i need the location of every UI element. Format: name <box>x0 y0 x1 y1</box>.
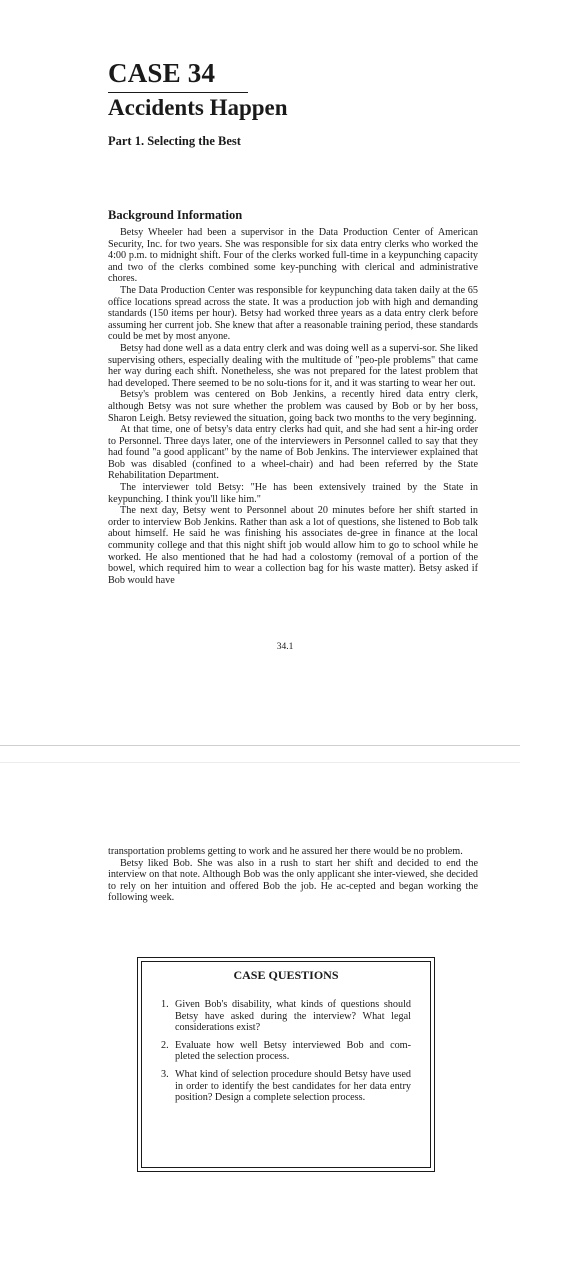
question-number: 2. <box>161 1039 169 1051</box>
paragraph: Betsy's problem was centered on Bob Jenkins, a recently hired data entry clerk, although Betsy was not sure whether the problem was caused by Bob or by her boss, Sharon Leigh. Betsy reviewed the situation, going back two months to the very beginning. <box>108 389 478 424</box>
question-number: 1. <box>161 999 169 1010</box>
case-questions-box <box>137 957 435 1172</box>
paragraph: Betsy Wheeler had been a supervisor in the Data Production Center of American Security, Inc. for two years. She was responsible for six data entry clerks who worked the 4:00 p.m. to midnight shift. Four of the clerks worked full-time in a keypunching capacity and two of the clerks combined some key-punching with clerical and administrative chores. <box>108 227 478 285</box>
section-heading: Background Information <box>108 208 243 222</box>
question-text: Evaluate how well Betsy interviewed Bob and com-pleted the selection process. <box>175 1039 411 1063</box>
question-item <box>161 1040 411 1063</box>
case-questions-title: CASE QUESTIONS <box>233 968 339 982</box>
paragraph: At that time, one of betsy's data entry clerks had quit, and she had sent a hir-ing order to Personnel. Three days later, one of the interviewers in Personnel called to say that they had found "a good applicant" by the name of Bob Jenkins. The interviewer explained that Bob was disabled (confined to a wheel-chair) and had been referred by the State Rehabilitation Department. <box>108 424 478 482</box>
continued-body <box>108 846 478 904</box>
question-item <box>161 1069 411 1104</box>
case-questions-inner-border <box>141 961 431 1168</box>
paragraph: transportation problems getting to work and he assured her there would be no problem. <box>108 846 463 857</box>
paragraph: Betsy had done well as a data entry clerk and was doing well as a supervi-sor. She liked supervising others, especially dealing with the multitude of "peo-ple problems" that came her way during each shift. Nonetheless, she was not prepared for the latest problem that had developed. There seemed to be no solu-tions for it, and it was starting to wear her out. <box>108 342 478 389</box>
part-title: Part 1. Selecting the Best <box>108 134 241 148</box>
case-title: Accidents Happen <box>108 95 288 120</box>
question-text: What kind of selection procedure should Betsy have used in order to identify the best candidates for her data entry position? Design a complete selection process. <box>175 1068 411 1104</box>
question-item <box>161 999 411 1034</box>
page-number: 34.1 <box>276 642 294 652</box>
case-number: CASE 34 <box>108 58 216 88</box>
page-divider <box>0 745 520 746</box>
page-two <box>0 755 570 1280</box>
case-questions-list <box>161 999 411 1110</box>
paragraph: Betsy liked Bob. She was also in a rush to start her shift and decided to end the interview on that note. Although Bob was the only applicant she inter-viewed, she decided to rely on her intuition and offered Bob the job. He ac-cepted and began working the following week. <box>108 857 478 904</box>
question-number: 3. <box>161 1068 169 1080</box>
paragraph: The next day, Betsy went to Personnel about 20 minutes before her shift started in order to interview Bob Jenkins. Rather than ask a lot of questions, she listened to Bob talk about himself. He said he was finishing his associates de-gree in finance at the local community college and that this night shift job would allow him to go to school while he worked. He also mentioned that he had had a colostomy (removal of a portion of the bowel, which required him to wear a collection bag for his waste matter). Betsy asked if Bob would have <box>108 505 478 586</box>
paragraph: The interviewer told Betsy: "He has been extensively trained by the State in keypunching. I think you'll like him." <box>108 482 478 505</box>
paragraph: The Data Production Center was responsible for keypunching data taken daily at the 65 office locations spread across the state. It was a production job with high and demanding standards (150 items per hour). Betsy had worked three years as a data entry clerk before assuming her current job. She knew that after a reasonable training period, these standards could be met by most anyone. <box>108 284 478 343</box>
background-body <box>108 227 478 586</box>
question-text: Given Bob's disability, what kinds of questions should Betsy have asked during the interview? What legal considerations exist? <box>175 999 411 1034</box>
title-rule <box>108 92 248 93</box>
